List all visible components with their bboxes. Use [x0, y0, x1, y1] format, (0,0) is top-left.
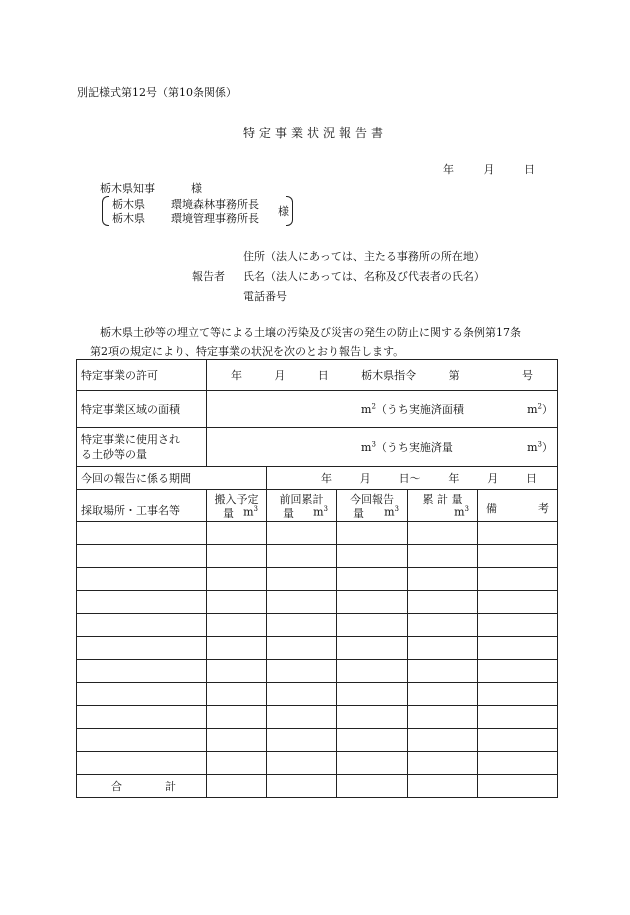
table-row[interactable] [77, 591, 558, 614]
reporter-name: 氏名（法人にあっては、名称及び代表者の氏名） [243, 270, 485, 283]
area-done-label: （うち実施済面積 [375, 403, 464, 416]
col-prev: 前回累計 量 $m^3$ [267, 490, 337, 522]
report-table [76, 359, 558, 798]
table-row[interactable] [77, 637, 558, 660]
date-year: 年 [443, 163, 454, 176]
table-row[interactable] [77, 752, 558, 775]
permit-year: 年 [231, 369, 242, 382]
permit-no-suffix: 号 [521, 369, 533, 382]
permit-no-prefix: 第 [448, 369, 460, 382]
soil-done-label: （うち実施済量 [375, 441, 453, 454]
permit-directive: 栃木県指令 [361, 369, 417, 382]
left-bracket [102, 196, 109, 226]
col-site: 採取場所・工事名等 [77, 490, 207, 522]
permit-month: 月 [274, 369, 286, 382]
reporter-tel: 電話番号 [243, 290, 287, 303]
soil-row [77, 428, 558, 467]
date-line [443, 161, 535, 177]
table-row[interactable] [77, 660, 558, 683]
office-name-1: 環境森林事務所長 [171, 198, 259, 211]
office-sama: 様 [278, 205, 289, 218]
office-name-2: 環境管理事務所長 [171, 212, 259, 225]
permit-row [77, 360, 558, 391]
soil-label: 特定事業に使用され る土砂等の量 [77, 428, 207, 467]
reporter-address: 住所（法人にあっては、主たる事務所の所在地） [243, 250, 485, 263]
soil-value[interactable]: $m^3$（うち実施済量 $m^3$） [207, 428, 558, 467]
period-row [77, 467, 558, 490]
area-value[interactable]: $m^2$（うち実施済面積 $m^2$） [207, 391, 558, 428]
permit-label: 特定事業の許可 [77, 360, 207, 391]
col-total: 累 計 量 $m^3$ [408, 490, 478, 522]
table-row[interactable] [77, 522, 558, 545]
addressee-governor [100, 180, 202, 196]
governor-label: 栃木県知事 [100, 182, 155, 195]
total-label: 合 計 [77, 775, 207, 798]
total-row [77, 775, 558, 798]
governor-sama: 様 [191, 182, 202, 195]
office-pref-1: 栃木県 [112, 198, 145, 211]
col-current: 今回報告 量 $m^3$ [337, 490, 408, 522]
period-label: 今回の報告に係る期間 [77, 467, 267, 490]
table-row[interactable] [77, 545, 558, 568]
form-id: 別記様式第12号（第10条関係） [77, 86, 237, 99]
col-notes: 備 考 [478, 490, 558, 522]
permit-day: 日 [317, 369, 329, 382]
area-row [77, 391, 558, 428]
body-text-line-2: 第2項の規定により、特定事業の状況を次のとおり報告します。 [90, 345, 405, 358]
office-line-2 [112, 210, 259, 226]
date-day: 日 [524, 163, 535, 176]
table-row[interactable] [77, 729, 558, 752]
table-row[interactable] [77, 706, 558, 729]
col-planned: 搬入予定 量 $m^3$ [207, 490, 267, 522]
permit-fields[interactable] [207, 360, 558, 391]
area-label: 特定事業区域の面積 [77, 391, 207, 428]
table-row[interactable] [77, 683, 558, 706]
date-month: 月 [483, 163, 495, 176]
period-value[interactable]: 年 月 日～ 年 月 日 [267, 467, 558, 490]
table-row[interactable] [77, 614, 558, 637]
body-text-line-1: 栃木県土砂等の埋立て等による土壌の汚染及び災害の発生の防止に関する条例第17条 [100, 326, 521, 339]
table-header-row [77, 490, 558, 522]
office-pref-2: 栃木県 [112, 212, 145, 225]
office-bracket-block [102, 196, 297, 226]
reporter-label: 報告者 [192, 270, 225, 283]
table-row[interactable] [77, 568, 558, 591]
document-title: 特定事業状況報告書 [242, 126, 387, 140]
